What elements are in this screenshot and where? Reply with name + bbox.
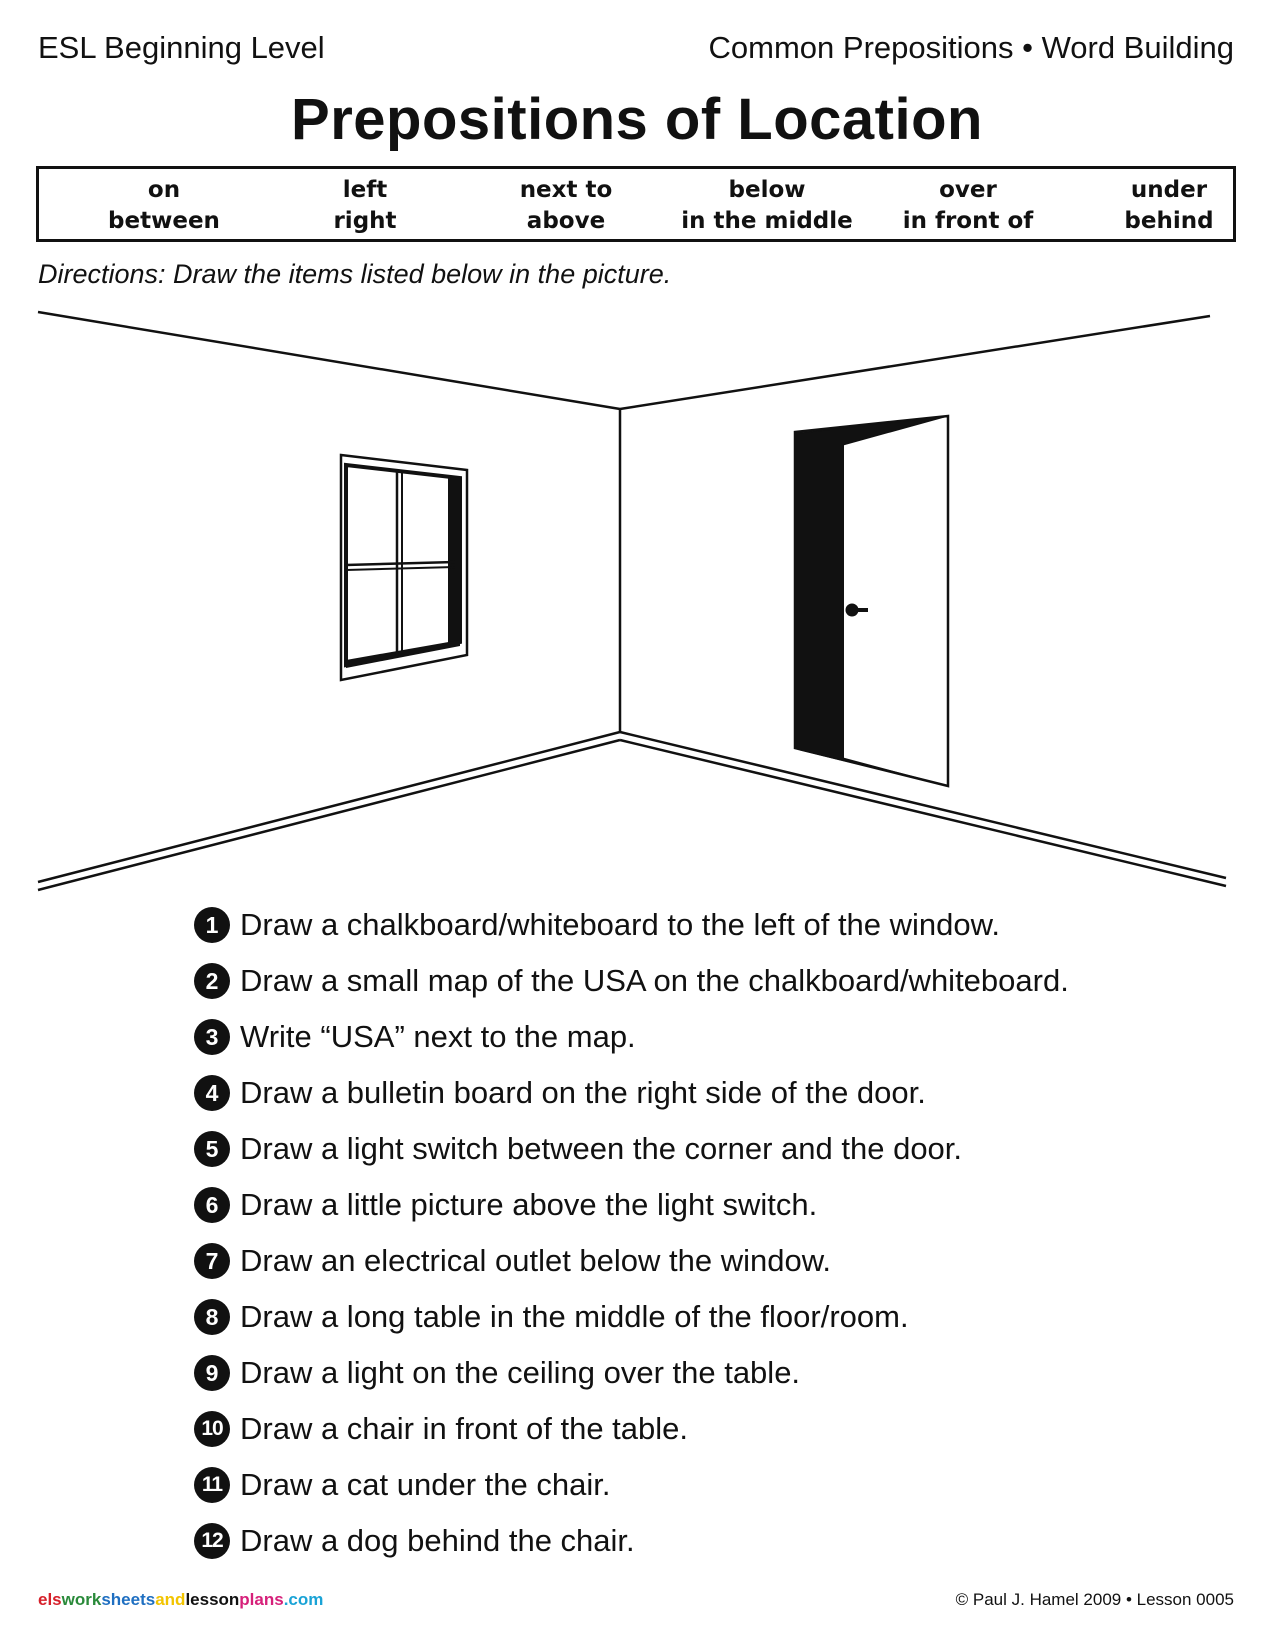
item-text: Draw a bulletin board on the right side of the door. — [240, 1075, 926, 1110]
word: under — [1130, 177, 1208, 203]
site-part: plans — [239, 1590, 284, 1609]
baseboard-left-bottom — [38, 740, 620, 890]
list-item — [194, 1345, 1069, 1401]
word-box-column — [1069, 175, 1269, 237]
word-box-column — [868, 175, 1068, 237]
site-part: sheets — [101, 1590, 156, 1609]
list-item — [194, 1289, 1069, 1345]
list-item — [194, 1009, 1069, 1065]
baseboard-left-top — [38, 732, 620, 882]
item-text: Draw a light on the ceiling over the table. — [240, 1355, 801, 1390]
page-title: Prepositions of Location — [291, 87, 983, 152]
list-item — [194, 897, 1069, 953]
word: above — [526, 208, 606, 234]
item-number-badge: 9 — [194, 1355, 230, 1391]
item-text: Draw a chalkboard/whiteboard to the left of the window. — [240, 907, 1000, 942]
word: below — [728, 177, 806, 203]
list-item — [194, 1177, 1069, 1233]
instruction-list — [194, 897, 1069, 1569]
item-number-badge: 12 — [194, 1523, 230, 1559]
word: in front of — [902, 208, 1034, 234]
item-number-badge: 5 — [194, 1131, 230, 1167]
word-box-column — [64, 175, 264, 237]
item-text: Write “USA” next to the map. — [240, 1019, 636, 1054]
item-number-badge: 4 — [194, 1075, 230, 1111]
door-icon — [795, 416, 948, 786]
item-text: Draw a cat under the chair. — [240, 1467, 611, 1502]
word-box — [36, 166, 1236, 242]
item-number-badge: 8 — [194, 1299, 230, 1335]
item-text: Draw a little picture above the light switch. — [240, 1187, 818, 1222]
site-part: els — [38, 1590, 62, 1609]
item-text: Draw an electrical outlet below the window. — [240, 1243, 832, 1278]
window-icon — [341, 455, 467, 680]
item-text: Draw a small map of the USA on the chalkboard/whiteboard. — [240, 963, 1069, 998]
directions-text: Directions: Draw the items listed below in the picture. — [38, 259, 672, 289]
site-part: lesson — [185, 1590, 240, 1609]
word: left — [342, 177, 388, 203]
item-text: Draw a dog behind the chair. — [240, 1523, 635, 1558]
word: right — [333, 208, 397, 234]
list-item — [194, 1121, 1069, 1177]
topic-label: Common Prepositions • Word Building — [708, 30, 1234, 65]
word: in the middle — [681, 208, 853, 234]
word: between — [108, 208, 220, 234]
level-label: ESL Beginning Level — [38, 30, 325, 65]
word: over — [939, 177, 997, 203]
item-text: Draw a long table in the middle of the floor/room. — [240, 1299, 909, 1334]
list-item — [194, 1065, 1069, 1121]
item-number-badge: 6 — [194, 1187, 230, 1223]
word-box-column — [466, 175, 666, 237]
list-item — [194, 1233, 1069, 1289]
item-number-badge: 1 — [194, 907, 230, 943]
item-text: Draw a light switch between the corner and the door. — [240, 1131, 963, 1166]
item-number-badge: 7 — [194, 1243, 230, 1279]
site-part: and — [155, 1590, 186, 1609]
item-number-badge: 11 — [194, 1467, 230, 1503]
room-illustration — [0, 300, 1274, 900]
word-box-column — [265, 175, 465, 237]
site-part: work — [61, 1590, 102, 1609]
word: on — [147, 177, 181, 203]
item-number-badge: 10 — [194, 1411, 230, 1447]
list-item — [194, 1457, 1069, 1513]
word-box-column — [667, 175, 867, 237]
list-item — [194, 1513, 1069, 1569]
list-item — [194, 953, 1069, 1009]
website-link[interactable] — [38, 1590, 323, 1610]
item-number-badge: 3 — [194, 1019, 230, 1055]
list-item — [194, 1401, 1069, 1457]
word: next to — [519, 177, 613, 203]
ceiling-line-left — [38, 312, 620, 409]
site-part: .com — [283, 1590, 324, 1609]
copyright-text: © Paul J. Hamel 2009 • Lesson 0005 — [955, 1590, 1234, 1609]
item-number-badge: 2 — [194, 963, 230, 999]
item-text: Draw a chair in front of the table. — [240, 1411, 689, 1446]
ceiling-line-right — [620, 316, 1210, 409]
word: behind — [1124, 208, 1214, 234]
